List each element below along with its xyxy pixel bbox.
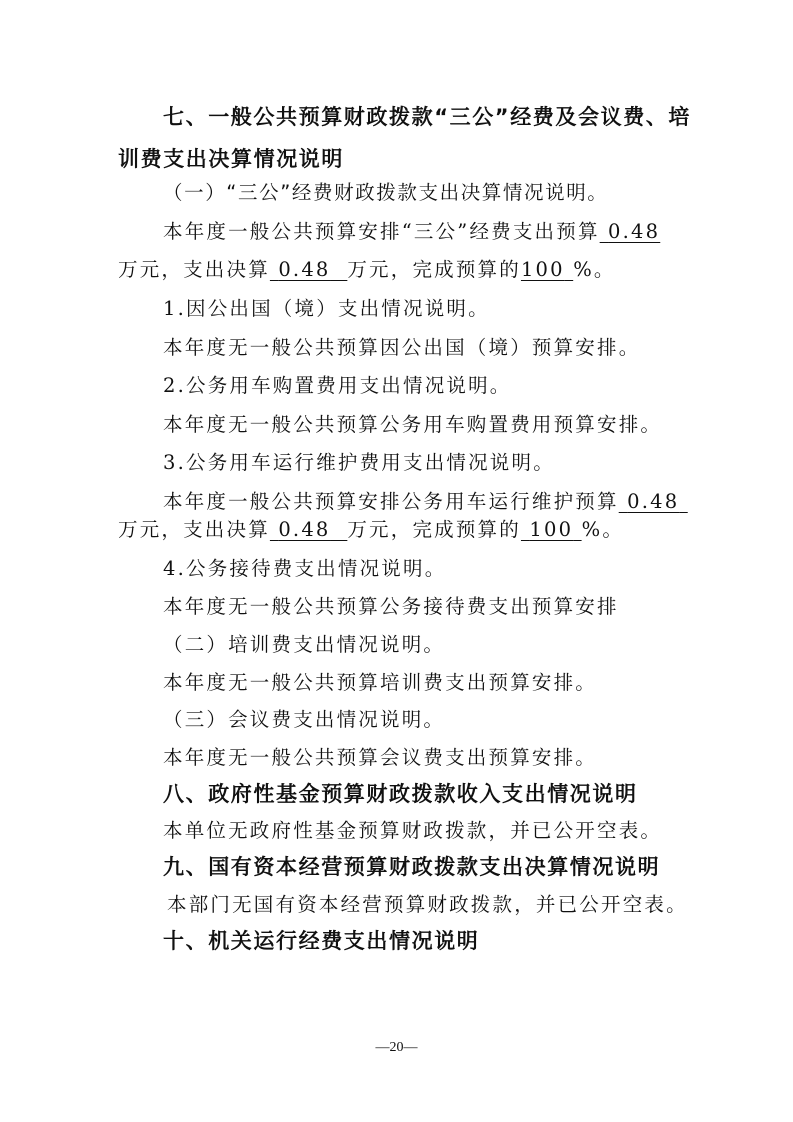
- i3-text-a: 本年度一般公共预算安排公务用车运行维护预算: [163, 490, 619, 513]
- section7-p1-line2: [118, 256, 616, 284]
- p1-text-d: %。: [573, 258, 616, 281]
- i3-text-b: 万元，支出决算: [118, 518, 270, 541]
- item4-text: 本年度无一般公共预算公务接待费支出预算安排: [163, 595, 619, 618]
- p1-text-a: 本年度一般公共预算安排“三公”经费支出预算: [163, 220, 600, 243]
- i3-pct-value: 100: [529, 518, 574, 541]
- section9-title: 九、国有资本经营预算财政拨款支出决算情况说明: [163, 855, 661, 879]
- section7-p1-line1: [163, 218, 660, 246]
- p1-actual-value: 0.48: [278, 258, 331, 281]
- p1-budget-value: 0.48: [608, 220, 661, 243]
- section7-title-line2: 训费支出决算情况说明: [118, 147, 344, 171]
- section7-sub3: （三）会议费支出情况说明。: [163, 708, 446, 731]
- section7-sub3-text: 本年度无一般公共预算会议费支出预算安排。: [163, 746, 598, 769]
- section8-title: 八、政府性基金预算财政拨款收入支出情况说明: [163, 782, 638, 806]
- i3-actual-value: 0.48: [278, 518, 331, 541]
- section10-title: 十、机关运行经费支出情况说明: [163, 929, 480, 953]
- i3-text-d: %。: [581, 518, 625, 541]
- section7-sub2: （二）培训费支出情况说明。: [163, 633, 446, 656]
- section8-text: 本单位无政府性基金预算财政拨款，并已公开空表。: [163, 819, 663, 842]
- item3-line1: [163, 488, 688, 516]
- item2-title: 2.公务用车购置费用支出情况说明。: [163, 374, 512, 397]
- section7-sub2-text: 本年度无一般公共预算培训费支出预算安排。: [163, 671, 598, 694]
- i3-budget-value: 0.48: [627, 490, 680, 513]
- item1-title: 1.因公出国（境）支出情况说明。: [163, 297, 490, 320]
- i3-text-c: 万元，完成预算的: [347, 518, 521, 541]
- item4-title: 4.公务接待费支出情况说明。: [163, 557, 447, 580]
- item3-line2: [118, 516, 624, 544]
- section7-sub1: （一）“三公”经费财政拨款支出决算情况说明。: [163, 181, 609, 204]
- p1-text-c: 万元，完成预算的: [347, 258, 521, 281]
- item3-title: 3.公务用车运行维护费用支出情况说明。: [163, 451, 555, 474]
- item2-text: 本年度无一般公共预算公务用车购置费用预算安排。: [163, 413, 663, 436]
- p1-pct-value: 100: [520, 258, 565, 281]
- section9-text: 本部门无国有资本经营预算财政拨款，并已公开空表。: [167, 893, 688, 916]
- item1-text: 本年度无一般公共预算因公出国（境）预算安排。: [163, 336, 641, 359]
- page-number: —20—: [375, 1040, 418, 1055]
- p1-text-b: 万元，支出决算: [118, 258, 270, 281]
- section7-title-line1: 七、一般公共预算财政拨款“三公”经费及会议费、培: [163, 105, 692, 129]
